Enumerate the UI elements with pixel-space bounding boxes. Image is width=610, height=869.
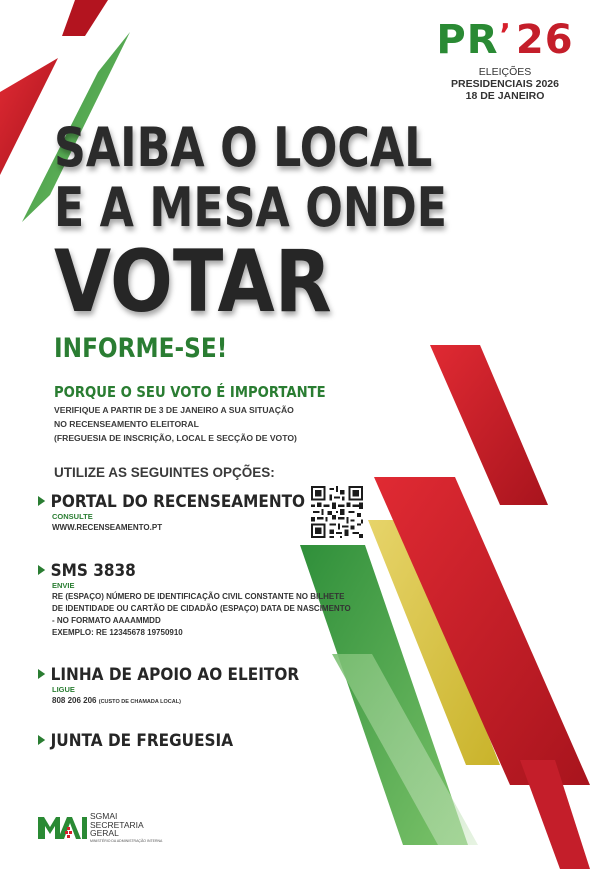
logo-line-3: 18 DE JANEIRO (465, 90, 545, 102)
option-junta-title: JUNTA DE FREGUESIA (50, 731, 234, 751)
option-portal (38, 492, 335, 534)
logo-pr: PR (436, 17, 499, 63)
importance-title: PORQUE O SEU VOTO É IMPORTANTE (54, 383, 326, 401)
helpline-number-row (52, 695, 328, 708)
option-helpline-title: LINHA DE APOIO AO ELEITOR (50, 665, 300, 685)
option-helpline-title-row (38, 665, 299, 685)
mai-logo (38, 811, 163, 845)
subheadline: INFORME-SE! (54, 333, 228, 364)
arrow-right-icon (38, 669, 45, 679)
headline-line-3: VOTAR (54, 232, 332, 332)
logo-apostrophe: ’ (499, 18, 512, 53)
option-portal-title: PORTAL DO RECENSEAMENTO (50, 492, 306, 512)
qr-code-icon[interactable] (311, 486, 363, 538)
helpline-number[interactable]: 808 206 206 (52, 696, 97, 705)
option-helpline (38, 665, 328, 708)
logo-mark (430, 18, 580, 66)
option-sms-title-row (38, 561, 319, 581)
option-sms-kicker: ENVIE (52, 581, 75, 590)
sms-line-1: RE (ESPAÇO) NÚMERO DE IDENTIFICAÇÃO CIVIL CONSTANTE NO BILHETE (52, 592, 345, 601)
importance-line-3: (FREGUESIA DE INSCRIÇÃO, LOCAL E SECÇÃO DE VOTO) (54, 433, 297, 443)
option-portal-kicker: CONSULTE (52, 512, 93, 521)
option-helpline-kicker: LIGUE (52, 685, 75, 694)
headline-line-2: E A MESA ONDE (54, 176, 447, 239)
logo-number: 26 (515, 17, 574, 63)
importance-text (54, 403, 297, 445)
sms-line-2: DE IDENTIDADE OU CARTÃO DE CIDADÃO (ESPAÇO) DATA DE NASCIMENTO (52, 604, 351, 613)
option-portal-title-row (38, 492, 305, 512)
mai-line-3: GERAL (90, 828, 119, 838)
election-logo (430, 18, 580, 102)
logo-line-1: ELEIÇÕES (478, 66, 532, 78)
arrow-right-icon (38, 735, 45, 745)
arrow-right-icon (38, 565, 45, 575)
options-title: UTILIZE AS SEGUINTES OPÇÕES: (54, 465, 275, 480)
helpline-note: (CUSTO DE CHAMADA LOCAL) (98, 699, 181, 705)
mai-logo-icon (38, 811, 88, 841)
headline-line-1: SAIBA O LOCAL (54, 116, 433, 179)
stripe-red-top (62, 0, 108, 36)
stripe-red-left (0, 58, 58, 175)
option-sms (38, 561, 351, 639)
sms-line-4: EXEMPLO: RE 12345678 19750910 (52, 628, 183, 637)
option-junta-title-row (38, 731, 233, 751)
portal-url-link[interactable]: WWW.RECENSEAMENTO.PT (52, 523, 163, 532)
mai-line-2: SECRETARIA (90, 819, 144, 830)
option-sms-title: SMS 3838 (50, 561, 136, 581)
mai-ministry: MINISTÉRIO DA ADMINISTRAÇÃO INTERNA (90, 838, 163, 843)
importance-line-2: NO RECENSEAMENTO ELEITORAL (54, 419, 199, 429)
logo-line-2: PRESIDENCIAIS 2026 (451, 78, 559, 90)
mai-text (90, 812, 162, 844)
importance-line-1: VERIFIQUE A PARTIR DE 3 DE JANEIRO A SUA SITUAÇÃO (54, 405, 294, 415)
sms-line-3: - NO FORMATO AAAAMMDD (52, 616, 161, 625)
option-junta (38, 731, 255, 751)
arrow-right-icon (38, 496, 45, 506)
mai-line-1: SGMAI (90, 811, 118, 821)
